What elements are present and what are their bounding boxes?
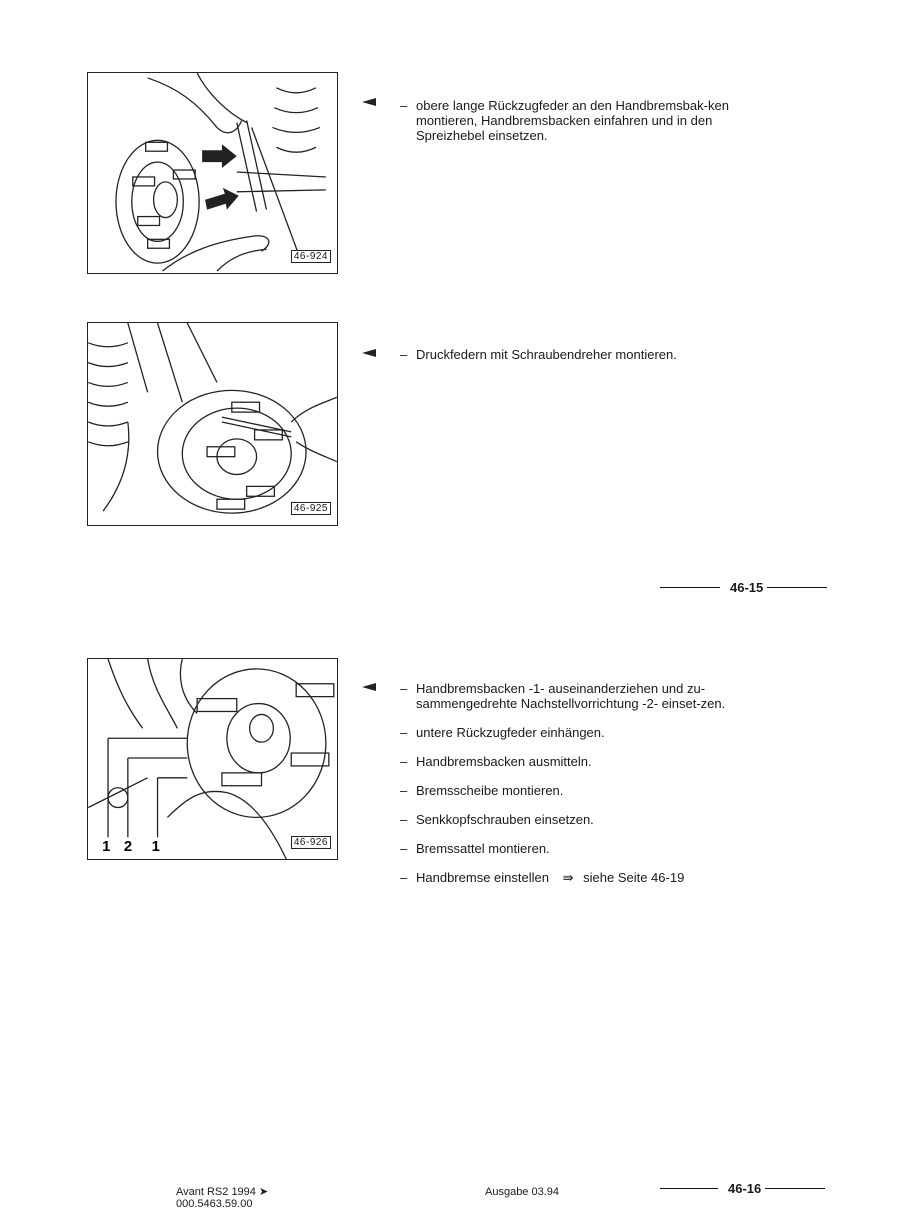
dash: –: [400, 347, 408, 362]
page-reference-link[interactable]: siehe Seite 46-19: [583, 870, 685, 885]
figure-handbrake-spring: [87, 72, 338, 274]
step-item: [400, 841, 730, 856]
footer-model-info: [176, 1186, 268, 1210]
figure-2-illustration: [88, 323, 337, 525]
step-text: Senkkopfschrauben einsetzen.: [416, 812, 594, 827]
figure-1-illustration: [88, 73, 337, 273]
step-item: [400, 783, 730, 798]
page-number: 46-16: [728, 1181, 762, 1196]
pointer-arrow-icon: [362, 349, 376, 357]
step-text: Druckfedern mit Schraubendreher montieren.: [416, 347, 677, 362]
section-2-text: [400, 347, 730, 376]
section-1-text: [400, 98, 730, 157]
step-item: [400, 812, 730, 827]
page-number-lower: [660, 1181, 825, 1196]
step-text: Bremssattel montieren.: [416, 841, 550, 856]
step-text: untere Rückzugfeder einhängen.: [416, 725, 605, 740]
step-item: [400, 754, 730, 769]
step-item: [400, 98, 730, 143]
section-3-text: [400, 681, 730, 899]
dash: –: [400, 783, 408, 798]
callout-1b: 1: [151, 839, 160, 856]
step-item-reference: [400, 870, 730, 885]
dash: –: [400, 870, 408, 885]
step-item: [400, 681, 730, 711]
dash: –: [400, 754, 408, 769]
step-item: [400, 347, 730, 362]
dash: –: [400, 98, 408, 113]
see-arrow-icon: ⇛: [562, 870, 574, 885]
callout-2: 2: [123, 839, 133, 856]
dash: –: [400, 812, 408, 827]
dash: –: [400, 725, 408, 740]
pointer-arrow-icon: [362, 683, 376, 691]
model-arrow-icon: ➤: [258, 1186, 269, 1198]
figure-adjuster: [87, 658, 338, 860]
page-number: 46-15: [730, 580, 764, 595]
dash: –: [400, 681, 408, 696]
dash: –: [400, 841, 408, 856]
step-text: obere lange Rückzugfeder an den Handbremsbak-ken montieren, Handbremsbacken einfahren und in den Spreizhebel einsetzen.: [416, 98, 729, 143]
figure-code: 46-924: [291, 250, 331, 263]
figure-compression-springs: [87, 322, 338, 526]
page-number-upper: [660, 580, 827, 595]
step-item: [400, 725, 730, 740]
step-text: Handbremsbacken ausmitteln.: [416, 754, 592, 769]
footer-doc-number: 000.5463.59.00: [176, 1198, 253, 1210]
callout-1: 1: [102, 839, 111, 856]
pointer-arrow-icon: [362, 98, 376, 106]
footer-edition: Ausgabe 03.94: [485, 1186, 560, 1198]
step-text: Bremsscheibe montieren.: [416, 783, 564, 798]
figure-code: 46-925: [291, 502, 331, 515]
step-text: Handbremse einstellen: [416, 870, 549, 885]
figure-code: 46-926: [291, 836, 331, 849]
figure-3-illustration: [88, 659, 337, 859]
footer-model: Avant RS2 1994: [176, 1186, 256, 1198]
step-text: Handbremsbacken -1- auseinanderziehen und zu-sammengedrehte Nachstellvorrichtung -2- einset-zen.: [416, 681, 726, 711]
